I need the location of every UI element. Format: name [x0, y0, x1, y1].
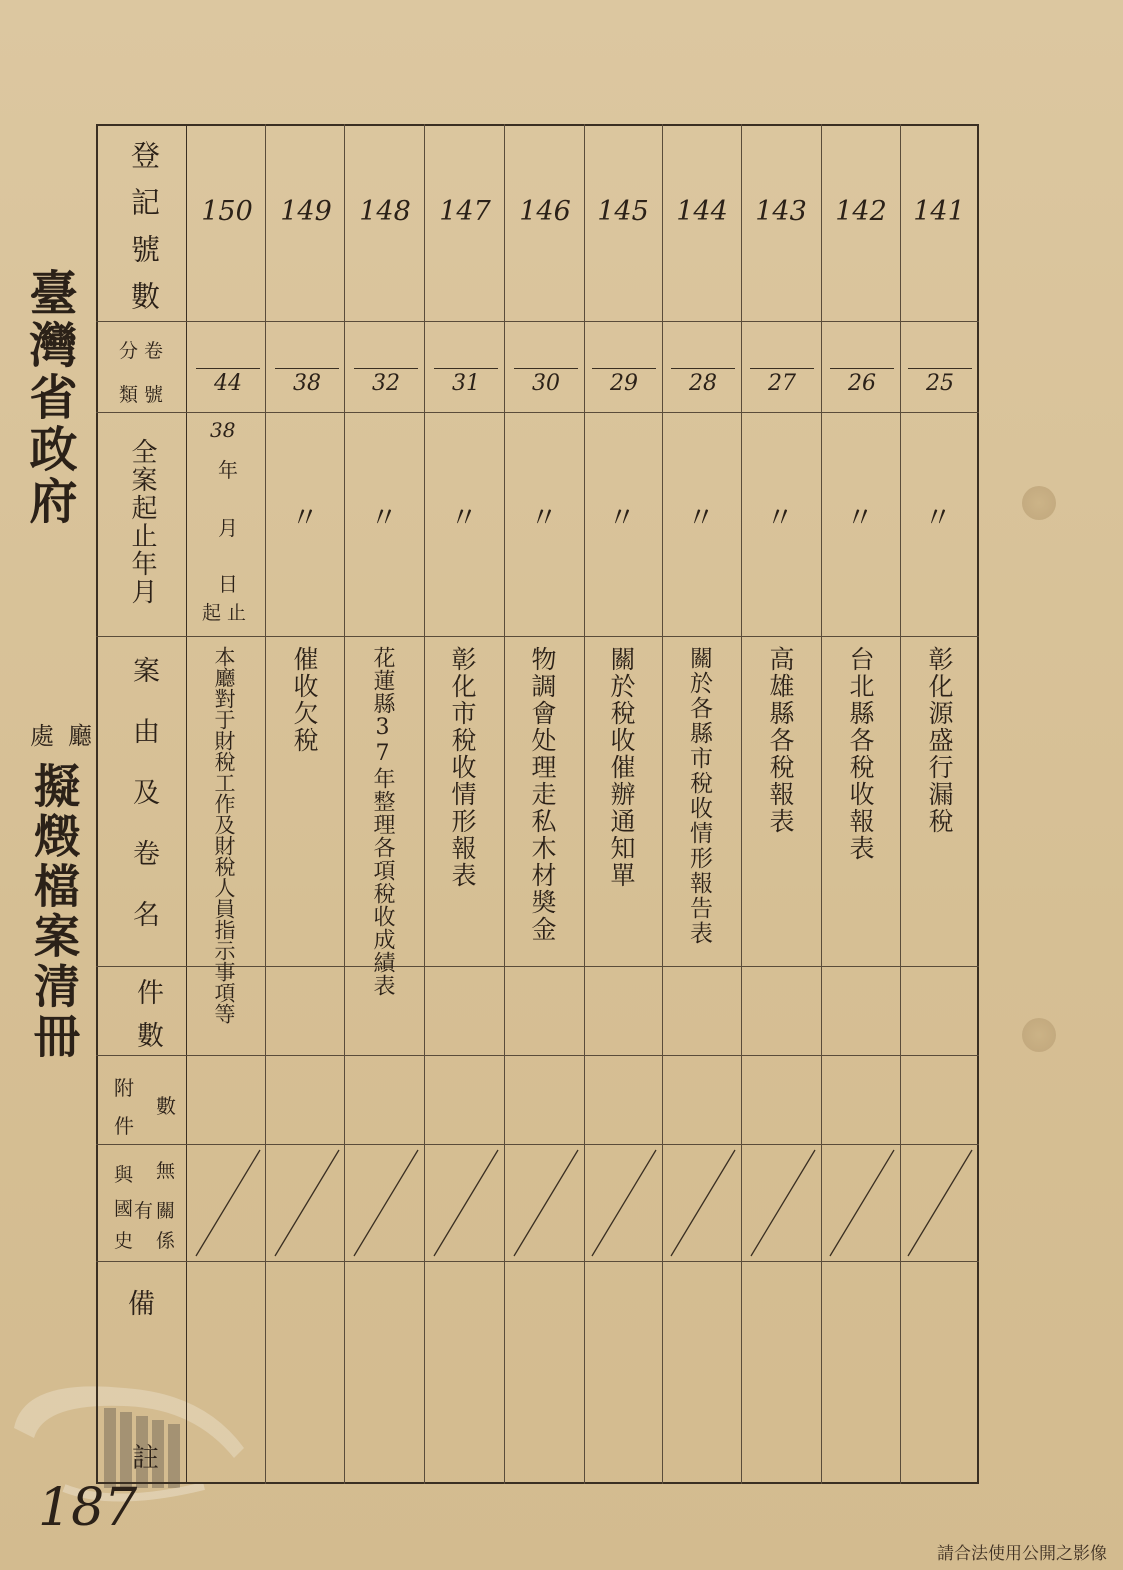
- header-history-5: 與: [114, 1164, 134, 1186]
- header-date-range: 全案起止年月: [127, 438, 157, 606]
- column-divider: [662, 124, 663, 1484]
- case-title-cell: 關於稅收催辦通知單: [607, 646, 636, 889]
- ditto-mark: 〃: [607, 501, 636, 534]
- reg-no-cell: 143: [755, 196, 807, 227]
- ditto-mark: 〃: [923, 501, 952, 534]
- reg-no-cell: 141: [913, 196, 965, 227]
- unit-label-ting: 廳: [68, 722, 92, 750]
- header-attach-1: 附: [114, 1076, 134, 1100]
- volume-cell: 26: [830, 368, 894, 396]
- case-title-cell: 彰化源盛行漏稅: [925, 646, 954, 835]
- header-case-title: 案由及卷名: [128, 656, 159, 961]
- history-relation-strikes: [186, 1144, 979, 1261]
- usage-notice: 請合法使用公開之影像: [937, 1544, 1107, 1564]
- column-divider: [344, 124, 345, 1484]
- ditto-mark: 〃: [765, 501, 794, 534]
- header-history-3: 有: [134, 1200, 154, 1222]
- column-divider: [741, 124, 742, 1484]
- reg-no-cell: 147: [439, 196, 491, 227]
- date-year-value: 38: [210, 418, 236, 442]
- reg-no-cell: 148: [359, 196, 411, 227]
- header-history-4: 係: [156, 1230, 176, 1252]
- volume-cell: 28: [671, 368, 735, 396]
- date-year-label: 年: [218, 458, 238, 482]
- ditto-mark: 〃: [529, 501, 558, 534]
- header-vol-cat-1: 分 卷: [118, 340, 164, 362]
- column-divider: [584, 124, 585, 1484]
- agency-title: 臺灣省政府: [21, 268, 77, 528]
- header-history-7: 史: [114, 1230, 134, 1252]
- header-count: 件數: [132, 978, 163, 1064]
- header-history-6: 國: [114, 1198, 134, 1220]
- reg-no-cell: 146: [519, 196, 571, 227]
- volume-cell: 44: [196, 368, 260, 396]
- column-divider: [504, 124, 505, 1484]
- reg-no-cell: 150: [201, 196, 253, 227]
- label-column-divider: [186, 124, 187, 1484]
- header-attach-3: 數: [156, 1094, 176, 1118]
- header-vol-cat-2: 類 號: [118, 384, 164, 406]
- row-divider: [96, 321, 979, 322]
- unit-labels: [30, 716, 106, 751]
- volume-cell: 32: [354, 368, 418, 396]
- row-divider: [96, 412, 979, 413]
- date-month-label: 月: [218, 516, 238, 540]
- reg-no-cell: 142: [835, 196, 887, 227]
- reg-no-cell: 149: [280, 196, 332, 227]
- punch-hole: [1022, 1018, 1056, 1052]
- volume-cell: 30: [514, 368, 578, 396]
- case-title-cell: 本廳對于財稅工作及財稅人員指示事項等: [212, 646, 236, 1024]
- volume-cell: 27: [750, 368, 814, 396]
- volume-cell: 25: [908, 368, 972, 396]
- header-remarks-1: 備: [128, 1289, 155, 1320]
- column-divider: [900, 124, 901, 1484]
- case-title-cell: 催收欠稅: [290, 646, 319, 754]
- case-title-cell: 關於各縣市稅收情形報告表: [686, 646, 712, 946]
- punch-hole: [1022, 486, 1056, 520]
- header-attach-2: 件: [114, 1114, 134, 1138]
- date-start-end-label: 起 止: [202, 602, 247, 624]
- header-remarks-2: 註: [132, 1443, 159, 1474]
- header-history-2: 關: [156, 1200, 176, 1222]
- column-divider: [265, 124, 266, 1484]
- volume-cell: 29: [592, 368, 656, 396]
- case-title-cell: 高雄縣各稅報表: [766, 646, 795, 835]
- row-divider: [96, 1055, 979, 1056]
- case-title-cell: 台北縣各稅收報表: [846, 646, 875, 862]
- ditto-mark: 〃: [290, 501, 319, 534]
- column-divider: [424, 124, 425, 1484]
- row-divider: [96, 636, 979, 637]
- volume-cell: 31: [434, 368, 498, 396]
- reg-no-cell: 144: [676, 196, 728, 227]
- unit-label-chu: 處: [30, 722, 54, 750]
- row-divider: [96, 1261, 979, 1262]
- ditto-mark: 〃: [369, 501, 398, 534]
- ditto-mark: 〃: [686, 501, 715, 534]
- case-title-cell: 彰化市稅收情形報表: [448, 646, 477, 889]
- header-history-1: 無: [156, 1160, 176, 1182]
- column-divider: [821, 124, 822, 1484]
- header-reg-no: 登記號數: [127, 140, 161, 328]
- page-number: 187: [38, 1478, 138, 1538]
- ditto-mark: 〃: [449, 501, 478, 534]
- date-day-label: 日: [218, 572, 238, 596]
- document-title: 擬燬檔案清冊: [27, 762, 81, 1062]
- reg-no-cell: 145: [597, 196, 649, 227]
- case-title-cell: 花蓮縣37年整理各項稅收成績表: [370, 646, 395, 997]
- ditto-mark: 〃: [845, 501, 874, 534]
- case-title-cell: 物調會处理走私木材奬金: [528, 646, 557, 943]
- volume-cell: 38: [275, 368, 339, 396]
